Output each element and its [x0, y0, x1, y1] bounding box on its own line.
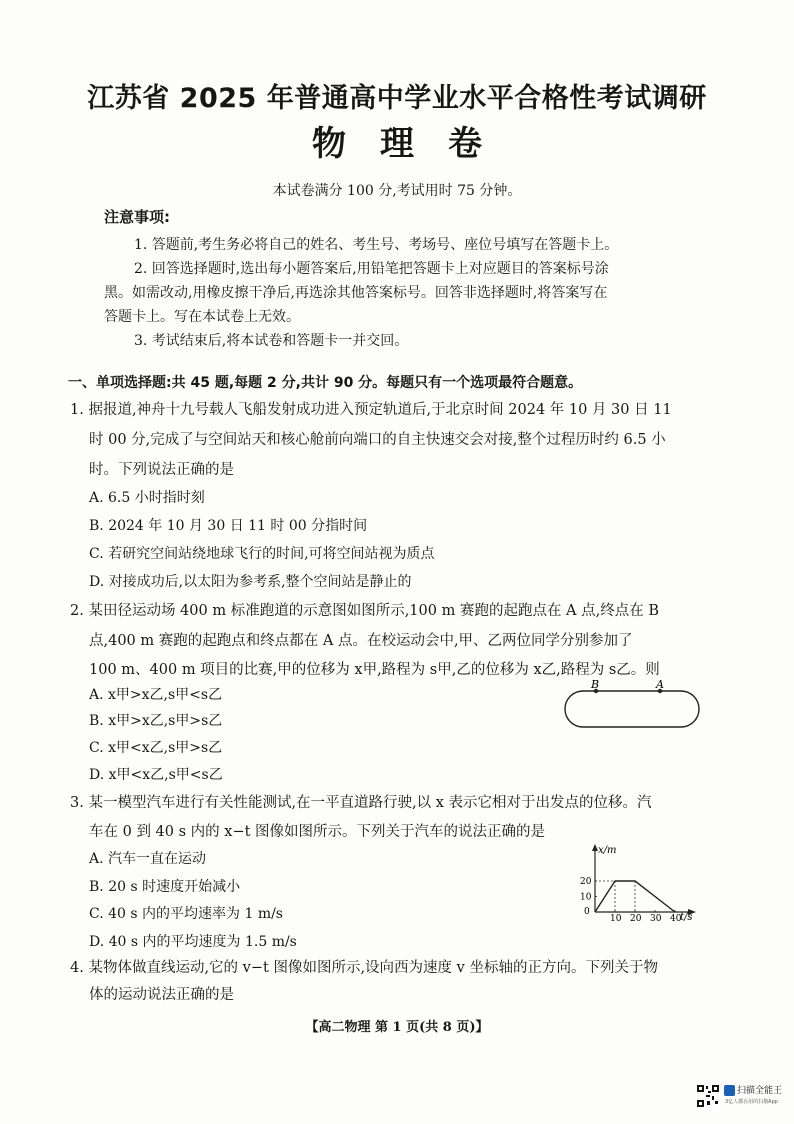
notice-item-2-line-1: 2. 回答选择题时,选出每小题答案后,用铅笔把答题卡上对应题目的答案标号涂 [134, 261, 609, 277]
section-heading: 一、单项选择题:共 45 题,每题 2 分,共计 90 分。每题只有一个选项最符合题意。 [68, 375, 583, 391]
notice-item-2-line-3: 答题卡上。写在本试卷上无效。 [104, 309, 300, 325]
scanner-badge [696, 1083, 783, 1109]
running-track [565, 691, 699, 727]
option-c: C. x甲<x乙,s甲>s乙 [89, 740, 223, 756]
question-line: 车在 0 到 40 s 内的 x−t 图像如图所示。下列关于汽车的说法正确的是 [89, 824, 546, 840]
y-tick-label: 10 [580, 892, 592, 903]
question-line: 1. 据报道,神舟十九号载人飞船发射成功进入预定轨道后,于北京时间 2024 年 10 月 30 日 11 [70, 402, 672, 418]
qr-code-icon [696, 1084, 720, 1108]
question-line: 体的运动说法正确的是 [89, 987, 234, 1003]
option-a: A. 汽车一直在运动 [89, 851, 207, 867]
notice-item-1: 1. 答题前,考生务必将自己的姓名、考生号、考场号、座位号填写在答题卡上。 [134, 237, 619, 253]
cs-logo-icon [724, 1085, 735, 1096]
option-b: B. x甲>x乙,s甲>s乙 [89, 713, 223, 729]
option-a: A. x甲>x乙,s甲<s乙 [89, 687, 223, 703]
label-a: A [656, 680, 664, 691]
notice-heading: 注意事项: [104, 208, 170, 226]
question-line: 4. 某物体做直线运动,它的 v−t 图像如图所示,设向西为速度 v 坐标轴的正方向。下列关于物 [70, 960, 658, 976]
subject-title: 物理卷 [312, 124, 516, 164]
x-t-graph [578, 842, 702, 922]
y-axis-label: x/m [598, 845, 617, 856]
y-tick-label: 20 [580, 877, 592, 887]
option-a: A. 6.5 小时指时刻 [89, 490, 205, 506]
x-tick-label: 40 [670, 914, 682, 922]
page-title: 江苏省 2025 年普通高中学业水平合格性考试调研 [87, 83, 707, 114]
option-b: B. 20 s 时速度开始减小 [89, 879, 241, 895]
track-diagram [560, 680, 706, 732]
question-line: 时 00 分,完成了与空间站天和核心舱前向端口的自主快速交会对接,整个过程历时约 6.5 小 [89, 432, 666, 448]
x-tick-label: 10 [610, 914, 622, 922]
x-axis-label: t/s [680, 912, 693, 922]
question-line: 点,400 m 赛跑的起跑点和终点都在 A 点。在校运动会中,甲、乙两位同学分别参加了 [89, 633, 633, 649]
badge-subtitle: 3亿人都在用的扫描App [725, 1099, 778, 1105]
option-c: C. 40 s 内的平均速率为 1 m/s [89, 906, 283, 922]
badge-brand: 扫描全能王 [737, 1086, 783, 1096]
notice-item-3: 3. 考试结束后,将本试卷和答题卡一并交回。 [134, 333, 409, 349]
x-tick-label: 30 [650, 914, 662, 922]
page-footer: 【高二物理 第 1 页(共 8 页)】 [305, 1020, 489, 1035]
question-line: 3. 某一模型汽车进行有关性能测试,在一平直道路行驶,以 x 表示它相对于出发点的位移。汽 [70, 795, 652, 811]
option-d: D. 40 s 内的平均速度为 1.5 m/s [89, 934, 297, 950]
question-line: 2. 某田径运动场 400 m 标准跑道的示意图如图所示,100 m 赛跑的起跑点在 A 点,终点在 B [70, 603, 660, 619]
option-b: B. 2024 年 10 月 30 日 11 时 00 分指时间 [89, 518, 368, 534]
label-b: B [591, 680, 600, 691]
option-d: D. x甲<x乙,s甲<s乙 [89, 767, 223, 783]
question-line: 时。下列说法正确的是 [89, 462, 234, 478]
origin-label: 0 [584, 907, 590, 917]
option-d: D. 对接成功后,以太阳为参考系,整个空间站是静止的 [89, 574, 412, 590]
x-tick-label: 20 [630, 914, 642, 922]
notice-item-2-line-2: 黑。如需改动,用橡皮擦干净后,再选涂其他答案标号。回答非选择题时,将答案写在 [104, 285, 608, 301]
exam-info: 本试卷满分 100 分,考试用时 75 分钟。 [272, 183, 522, 199]
question-line: 100 m、400 m 项目的比赛,甲的位移为 x甲,路程为 s甲,乙的位移为 x乙,路程为 s乙。则 [89, 662, 660, 678]
option-c: C. 若研究空间站绕地球飞行的时间,可将空间站视为质点 [89, 546, 435, 562]
